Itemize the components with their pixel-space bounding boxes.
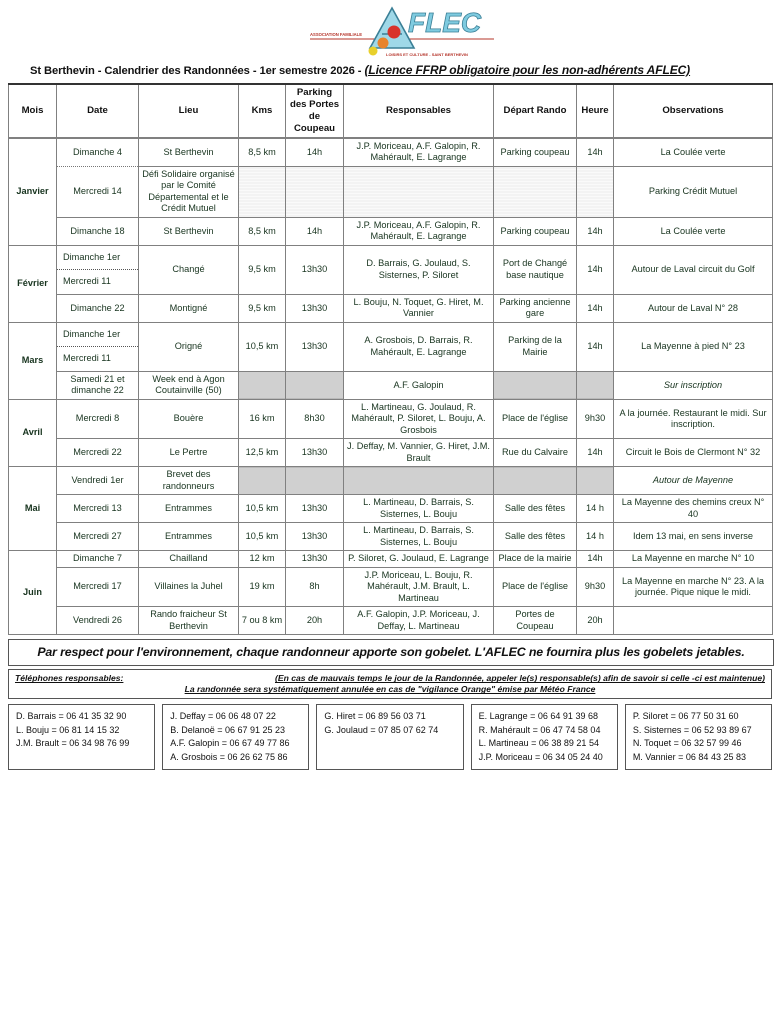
cell-date: Dimanche 4 [57, 138, 139, 167]
cancel-note: La randonnée sera systématiquement annulée en cas de "vigilance Orange" émise par Météo France [184, 684, 596, 695]
cell-kms: 10,5 km [239, 495, 286, 523]
phone-entry: R. Mahérault = 06 47 74 58 04 [478, 724, 601, 735]
cell-parking [286, 166, 344, 217]
cell-kms: 8,5 km [239, 138, 286, 167]
logo-left-text: ASSOCIATION FAMILIALE [310, 32, 363, 37]
cell-kms: 19 km [239, 567, 286, 607]
phone-entry: G. Hiret = 06 89 56 03 71 [324, 711, 426, 722]
logo-bottom-text: LOISIRS ET CULTURE - SAINT BERTHEVIN [386, 52, 468, 57]
cell-lieu: Week end à Agon Coutainville (50) [139, 371, 239, 399]
aflec-logo [308, 2, 498, 58]
cell-date: Mercredi 27 [57, 523, 139, 551]
col-header-responsables: Responsables [344, 84, 494, 138]
cell-heure: 14h [577, 439, 614, 467]
cell-lieu: Villaines la Juhel [139, 567, 239, 607]
cell-observations: La Coulée verte [614, 138, 773, 167]
cell-date: Vendredi 1er [57, 467, 139, 495]
table-row [9, 217, 773, 245]
cell-depart [494, 166, 577, 217]
cell-parking: 13h30 [286, 294, 344, 322]
cell-depart: Salle des fêtes [494, 523, 577, 551]
cell-observations: Idem 13 mai, en sens inverse [614, 523, 773, 551]
cell-kms [239, 371, 286, 399]
cell-lieu: Montigné [139, 294, 239, 322]
phone-box [162, 704, 309, 770]
cell-date-bottom: Mercredi 11 [63, 353, 111, 364]
cell-date: Mercredi 17 [57, 567, 139, 607]
phone-entry: E. Lagrange = 06 64 91 39 68 [478, 711, 598, 722]
title-main: St Berthevin - Calendrier des Randonnées - 1er semestre 2026 - [30, 65, 365, 77]
cell-date: Mercredi 8 [57, 399, 139, 439]
cell-depart: Place de l'église [494, 567, 577, 607]
cell-observations: Sur inscription [614, 371, 773, 399]
cell-depart: Portes de Coupeau [494, 607, 577, 635]
cell-depart: Parking coupeau [494, 138, 577, 167]
cell-heure [577, 467, 614, 495]
phone-entry: J.M. Brault = 06 34 98 76 99 [16, 738, 130, 749]
cell-lieu: Entrammes [139, 523, 239, 551]
col-header-date: Date [57, 84, 139, 138]
cell-lieu: Rando fraicheur St Berthevin [139, 607, 239, 635]
phone-box [316, 704, 463, 770]
cell-depart: Salle des fêtes [494, 495, 577, 523]
cell-kms: 9,5 km [239, 245, 286, 294]
phone-entry: P. Siloret = 06 77 50 31 60 [632, 711, 739, 722]
cell-heure [577, 371, 614, 399]
cell-responsables: D. Barrais, G. Joulaud, S. Sisternes, P. Siloret [344, 245, 494, 294]
environment-banner: Par respect pour l'environnement, chaque randonneur apporte son gobelet. L'AFLEC ne fournira plus les gobelets jetables. [8, 639, 774, 666]
cell-observations: La Mayenne en marche N° 10 [614, 551, 773, 568]
cell-parking: 13h30 [286, 495, 344, 523]
phone-list [8, 704, 772, 770]
cell-kms: 7 ou 8 km [239, 607, 286, 635]
month-label: Juin [9, 551, 57, 635]
cell-parking: 14h [286, 138, 344, 167]
cell-parking [286, 467, 344, 495]
cell-responsables: L. Bouju, N. Toquet, G. Hiret, M. Vannier [344, 294, 494, 322]
cell-heure: 9h30 [577, 567, 614, 607]
cell-parking: 13h30 [286, 551, 344, 568]
cell-date: Dimanche 18 [57, 217, 139, 245]
cell-parking: 14h [286, 217, 344, 245]
cell-observations: La Mayenne en marche N° 23. A la journée. Pique nique le midi. [614, 567, 773, 607]
cell-responsables: J.P. Moriceau, A.F. Galopin, R. Mahérault, E. Lagrange [344, 217, 494, 245]
cell-heure: 14h [577, 322, 614, 371]
logo-brand: FLEC [408, 7, 482, 38]
cell-observations: La Mayenne à pied N° 23 [614, 322, 773, 371]
cell-parking: 13h30 [286, 322, 344, 371]
cell-date [57, 245, 139, 294]
phone-entry: N. Toquet = 06 32 57 99 46 [632, 738, 742, 749]
cell-date: Dimanche 22 [57, 294, 139, 322]
cell-responsables [344, 166, 494, 217]
cell-parking: 13h30 [286, 439, 344, 467]
col-header-kms: Kms [239, 84, 286, 138]
cell-date [57, 322, 139, 371]
cell-depart: Rue du Calvaire [494, 439, 577, 467]
title-licence: (Licence FFRP obligatoire pour les non-adhérents AFLEC) [364, 63, 691, 77]
logo-header [8, 0, 772, 60]
cell-observations: A la journée. Restaurant le midi. Sur inscription. [614, 399, 773, 439]
cell-lieu: St Berthevin [139, 217, 239, 245]
cell-heure: 14 h [577, 523, 614, 551]
cell-date: Mercredi 14 [57, 166, 139, 217]
cell-responsables: P. Siloret, G. Joulaud, E. Lagrange [344, 551, 494, 568]
cell-heure: 14h [577, 138, 614, 167]
cell-parking: 20h [286, 607, 344, 635]
phone-entry: J. Deffay = 06 06 48 07 22 [170, 711, 276, 722]
table-row [9, 495, 773, 523]
cell-depart: Parking de la Mairie [494, 322, 577, 371]
col-header-parking: Parking des Portes de Coupeau [286, 84, 344, 138]
cell-depart [494, 371, 577, 399]
cell-date: Vendredi 26 [57, 607, 139, 635]
page-title [8, 60, 772, 83]
cell-parking: 8h30 [286, 399, 344, 439]
cell-responsables: A.F. Galopin, J.P. Moriceau, J. Deffay, L. Martineau [344, 607, 494, 635]
cell-lieu: Chailland [139, 551, 239, 568]
cell-responsables: L. Martineau, D. Barrais, S. Sisternes, L. Bouju [344, 523, 494, 551]
phone-entry: L. Bouju = 06 81 14 15 32 [16, 724, 120, 735]
cell-lieu: Le Pertre [139, 439, 239, 467]
phone-entry: M. Vannier = 06 84 43 25 83 [632, 751, 746, 762]
cell-responsables [344, 467, 494, 495]
cell-observations: Autour de Mayenne [614, 467, 773, 495]
table-row [9, 467, 773, 495]
month-label: Janvier [9, 138, 57, 246]
cell-observations: Circuit le Bois de Clermont N° 32 [614, 439, 773, 467]
cell-kms: 8,5 km [239, 217, 286, 245]
cell-responsables: L. Martineau, D. Barrais, S. Sisternes, L. Bouju [344, 495, 494, 523]
cell-kms [239, 166, 286, 217]
cell-kms: 12,5 km [239, 439, 286, 467]
cell-date: Mercredi 22 [57, 439, 139, 467]
table-row [9, 166, 773, 217]
cell-date: Mercredi 13 [57, 495, 139, 523]
cell-observations: La Coulée verte [614, 217, 773, 245]
col-header-lieu: Lieu [139, 84, 239, 138]
table-row [9, 523, 773, 551]
cell-observations [614, 607, 773, 635]
col-header-heure: Heure [577, 84, 614, 138]
cell-lieu: Changé [139, 245, 239, 294]
table-row [9, 371, 773, 399]
cell-parking [286, 371, 344, 399]
phone-entry: S. Sisternes = 06 52 93 89 67 [632, 724, 752, 735]
telephones-label: Téléphones responsables: [15, 673, 124, 684]
phone-entry: J.P. Moriceau = 06 34 05 24 40 [478, 751, 603, 762]
cell-lieu: Brevet des randonneurs [139, 467, 239, 495]
cell-depart: Place de l'église [494, 399, 577, 439]
cell-kms [239, 467, 286, 495]
cell-date: Samedi 21 et dimanche 22 [57, 371, 139, 399]
table-row [9, 567, 773, 607]
cell-observations: Autour de Laval circuit du Golf [614, 245, 773, 294]
notice-box [8, 669, 772, 699]
table-row [9, 138, 773, 167]
table-row [9, 551, 773, 568]
cell-responsables: A. Grosbois, D. Barrais, R. Mahérault, E. Lagrange [344, 322, 494, 371]
cell-heure: 14h [577, 245, 614, 294]
phone-entry: B. Delanoë = 06 67 91 25 23 [170, 724, 286, 735]
cell-depart: Parking ancienne gare [494, 294, 577, 322]
cell-parking: 13h30 [286, 523, 344, 551]
phone-box [625, 704, 772, 770]
cell-heure [577, 166, 614, 217]
phone-box [471, 704, 618, 770]
cell-heure: 14h [577, 217, 614, 245]
col-header-observations: Observations [614, 84, 773, 138]
phone-entry: A.F. Galopin = 06 67 49 77 86 [170, 738, 290, 749]
cell-kms: 10,5 km [239, 523, 286, 551]
cell-lieu: St Berthevin [139, 138, 239, 167]
cell-observations: Parking Crédit Mutuel [614, 166, 773, 217]
table-row [9, 322, 773, 371]
cell-responsables: J. Deffay, M. Vannier, G. Hiret, J.M. Brault [344, 439, 494, 467]
cell-depart: Parking coupeau [494, 217, 577, 245]
month-label: Avril [9, 399, 57, 467]
col-header-mois: Mois [9, 84, 57, 138]
cell-date-top: Dimanche 1er [57, 323, 138, 348]
month-label: Mars [9, 322, 57, 399]
cell-responsables: J.P. Moriceau, L. Bouju, R. Mahérault, J.M. Brault, L. Martineau [344, 567, 494, 607]
cell-kms: 10,5 km [239, 322, 286, 371]
cell-responsables: L. Martineau, G. Joulaud, R. Mahérault, P. Siloret, L. Bouju, A. Grosbois [344, 399, 494, 439]
cell-depart: Port de Changé base nautique [494, 245, 577, 294]
cell-depart: Place de la mairie [494, 551, 577, 568]
cell-heure: 14h [577, 294, 614, 322]
col-header-depart: Départ Rando [494, 84, 577, 138]
table-row [9, 294, 773, 322]
weather-note: (En cas de mauvais temps le jour de la Randonnée, appeler le(s) responsable(s) afin de savoir si celle -ci est maintenue) [274, 673, 765, 684]
month-label: Février [9, 245, 57, 322]
cell-lieu: Défi Solidaire organisé par le Comité Départemental et le Crédit Mutuel [139, 166, 239, 217]
phone-entry: L. Martineau = 06 38 89 21 54 [478, 738, 599, 749]
cell-depart [494, 467, 577, 495]
rando-calendar-table [8, 83, 773, 635]
phone-entry: D. Barrais = 06 41 35 32 90 [16, 711, 127, 722]
cell-heure: 9h30 [577, 399, 614, 439]
table-row [9, 245, 773, 294]
cell-lieu: Bouère [139, 399, 239, 439]
cell-heure: 20h [577, 607, 614, 635]
cell-lieu: Entrammes [139, 495, 239, 523]
table-row [9, 399, 773, 439]
table-row [9, 607, 773, 635]
cell-date-top: Dimanche 1er [57, 246, 138, 271]
cell-heure: 14h [577, 551, 614, 568]
phone-entry: G. Joulaud = 07 85 07 62 74 [324, 724, 439, 735]
cell-responsables: A.F. Galopin [344, 371, 494, 399]
cell-kms: 16 km [239, 399, 286, 439]
table-row [9, 439, 773, 467]
phone-entry: A. Grosbois = 06 26 62 75 86 [170, 751, 288, 762]
cell-observations: Autour de Laval N° 28 [614, 294, 773, 322]
cell-heure: 14 h [577, 495, 614, 523]
cell-kms: 12 km [239, 551, 286, 568]
cell-responsables: J.P. Moriceau, A.F. Galopin, R. Mahérault, E. Lagrange [344, 138, 494, 167]
cell-observations: La Mayenne des chemins creux N° 40 [614, 495, 773, 523]
table-header-row [9, 84, 773, 138]
month-label: Mai [9, 467, 57, 551]
cell-date-bottom: Mercredi 11 [63, 276, 111, 287]
cell-date: Dimanche 7 [57, 551, 139, 568]
phone-box [8, 704, 155, 770]
cell-parking: 13h30 [286, 245, 344, 294]
cell-parking: 8h [286, 567, 344, 607]
cell-kms: 9,5 km [239, 294, 286, 322]
cell-lieu: Origné [139, 322, 239, 371]
